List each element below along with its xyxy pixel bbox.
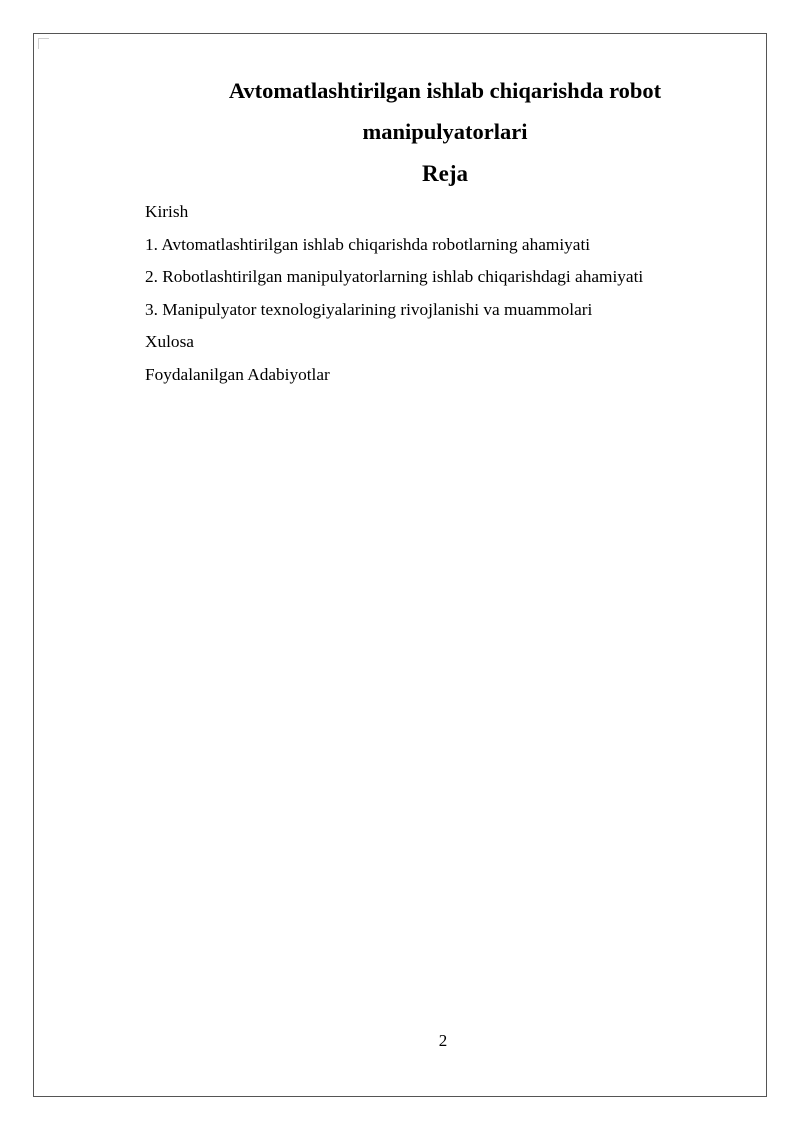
toc-item-section-1: 1. Avtomatlashtirilgan ishlab chiqarishda robotlarning ahamiyati [145, 234, 591, 254]
toc-item-conclusion: Xulosa [145, 332, 194, 351]
page-border [33, 33, 767, 1097]
table-of-contents [145, 200, 643, 395]
corner-crop-mark [38, 38, 49, 49]
toc-item-references: Foydalanilgan Adabiyotlar [145, 364, 330, 384]
toc-item-section-3: 3. Manipulyator texnologiyalarining rivojlanishi va muammolari [145, 299, 593, 319]
plan-heading: Reja [422, 161, 468, 186]
document-title-line-1: Avtomatlashtirilgan ishlab chiqarishda robot [228, 78, 662, 103]
document-title-line-2: manipulyatorlari [362, 119, 528, 144]
toc-item-introduction: Kirish [145, 202, 189, 221]
page-number: 2 [438, 1031, 448, 1050]
toc-item-section-2: 2. Robotlashtirilgan manipulyatorlarning ishlab chiqarishdagi ahamiyati [145, 267, 644, 286]
